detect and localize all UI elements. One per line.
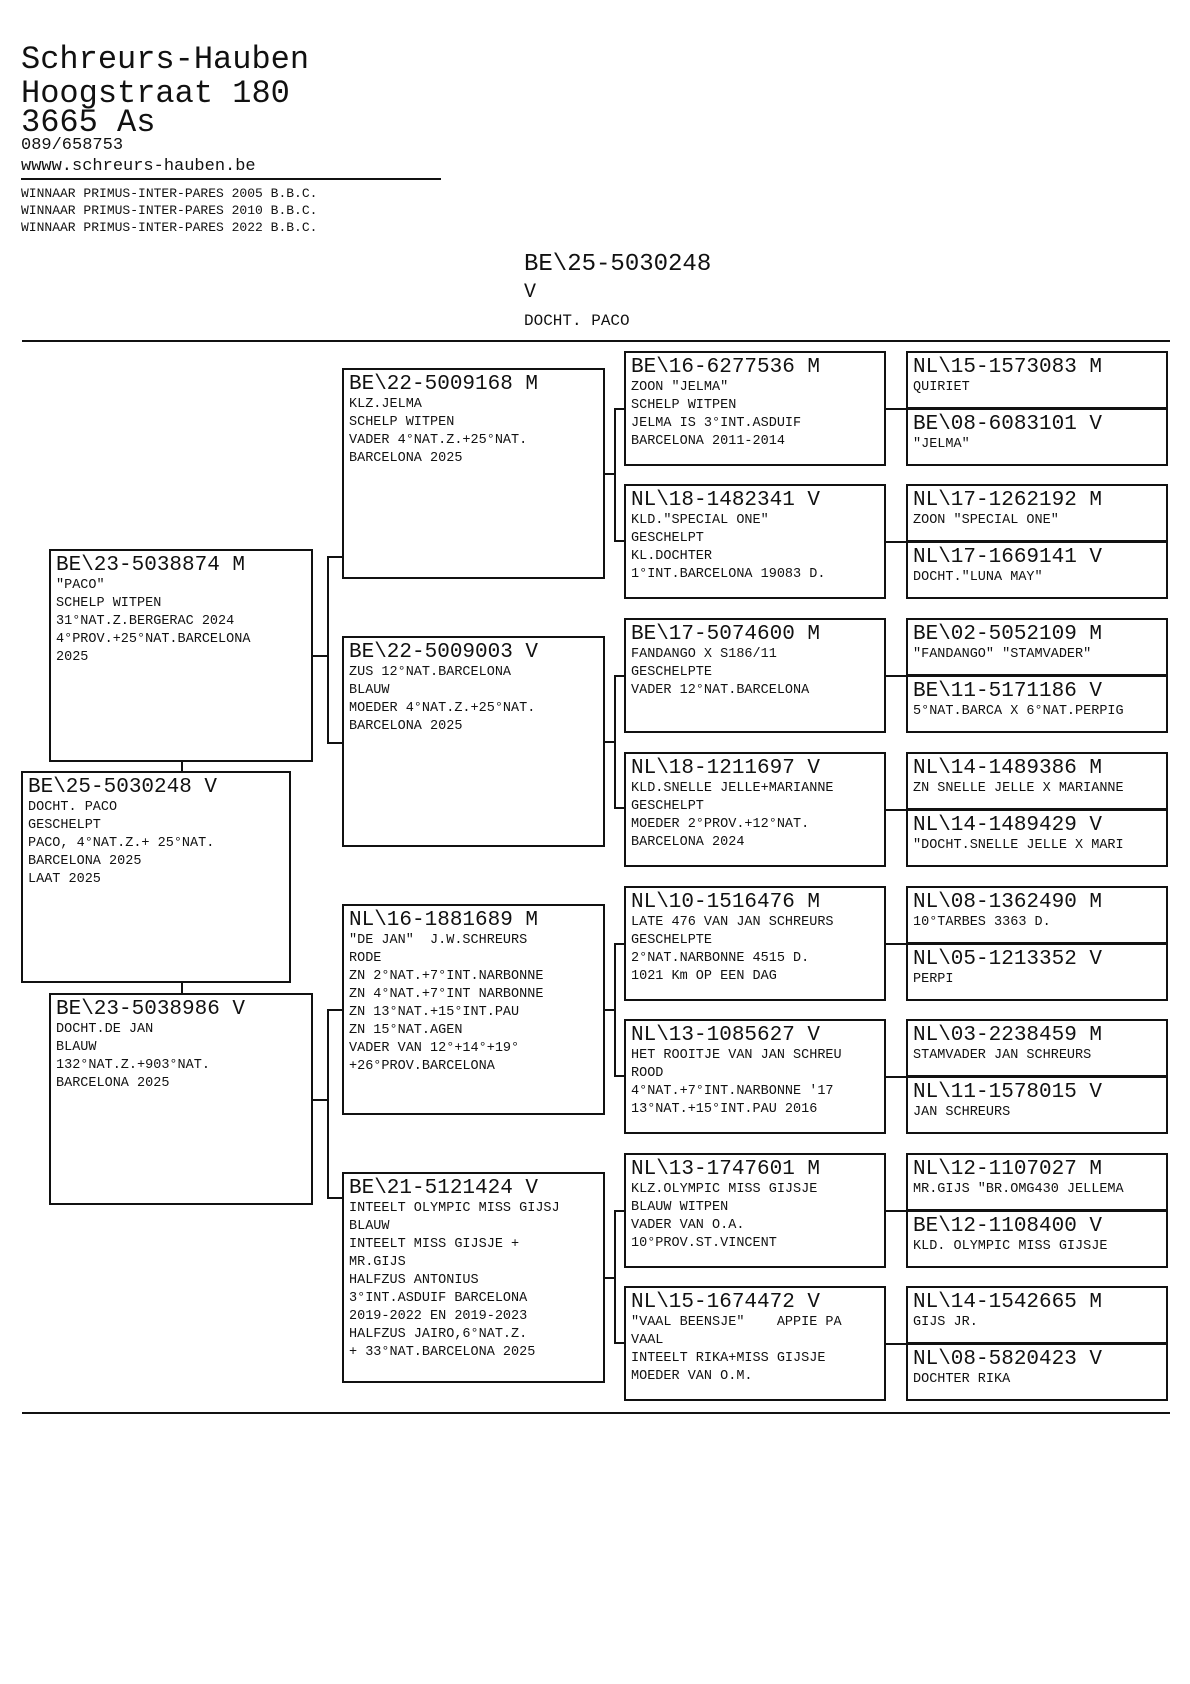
pigeon-info: 5°NAT.BARCA X 6°NAT.PERPIG [913, 704, 1124, 719]
pedigree-g3-box[interactable] [624, 886, 886, 1001]
pigeon-info: "PACO" SCHELP WITPEN 31°NAT.Z.BERGERAC 2024 4°PROV.+25°NAT.BARCELONA 2025 [56, 578, 251, 665]
connector-line [327, 556, 343, 558]
connector-line [614, 1210, 625, 1212]
pigeon-info: ZUS 12°NAT.BARCELONA BLAUW MOEDER 4°NAT.Z.+25°NAT. BARCELONA 2025 [349, 665, 536, 734]
pedigree-dam-box[interactable] [49, 993, 313, 1205]
ring-number: NL\17-1262192 M [913, 489, 1103, 512]
connector-line [614, 540, 625, 542]
breeder-phone: 089/658753 [21, 136, 124, 155]
connector-line [614, 943, 616, 1077]
pedigree-g4-box[interactable] [906, 1210, 1168, 1268]
pigeon-info: QUIRIET [913, 380, 970, 395]
pigeon-info: DOCHT."LUNA MAY" [913, 570, 1043, 585]
connector-line [181, 762, 183, 772]
ring-number: NL\17-1669141 V [913, 546, 1103, 569]
ring-number: NL\14-1489429 V [913, 814, 1103, 837]
ring-number: BE\21-5121424 V [349, 1177, 539, 1200]
ring-number: BE\17-5074600 M [631, 623, 821, 646]
pedigree-g4-box[interactable] [906, 752, 1168, 810]
breeder-city: 3665 As [21, 104, 156, 141]
pedigree-g4-box[interactable] [906, 886, 1168, 944]
ring-number: BE\22-5009003 V [349, 641, 539, 664]
connector-line [614, 408, 625, 410]
connector-line [886, 943, 907, 945]
pigeon-info: "JELMA" [913, 437, 970, 452]
pigeon-info: "DOCHT.SNELLE JELLE X MARI [913, 838, 1124, 853]
pedigree-g3-box[interactable] [624, 618, 886, 733]
pigeon-info: GIJS JR. [913, 1315, 978, 1330]
connector-line [614, 943, 625, 945]
pedigree-g4-box[interactable] [906, 943, 1168, 1001]
ring-number: NL\10-1516476 M [631, 891, 821, 914]
ring-number: NL\05-1213352 V [913, 948, 1103, 971]
ring-number: NL\18-1211697 V [631, 757, 821, 780]
ring-number: BE\16-6277536 M [631, 356, 821, 379]
pigeon-info: "DE JAN" J.W.SCHREURS RODE ZN 2°NAT.+7°INT.NARBONNE ZN 4°NAT.+7°INT NARBONNE ZN 13°NAT.+15°INT.PAU ZN 15°NAT.AGEN VADER VAN 12°+14°+19° +26°PROV.BARCELONA [349, 933, 544, 1074]
ring-number: NL\15-1674472 V [631, 1291, 821, 1314]
connector-line [313, 655, 328, 657]
connector-line [886, 1210, 907, 1212]
ring-number: BE\23-5038874 M [56, 554, 246, 577]
pedigree-g4-box[interactable] [906, 675, 1168, 733]
pedigree-g2-box[interactable] [342, 636, 605, 847]
connector-line [614, 1342, 625, 1344]
pigeon-info: ZOON "SPECIAL ONE" [913, 513, 1059, 528]
pedigree-top-rule [22, 340, 1170, 342]
ring-number: BE\02-5052109 M [913, 623, 1103, 646]
pigeon-info: ZOON "JELMA" SCHELP WITPEN JELMA IS 3°INT.ASDUIF BARCELONA 2011-2014 [631, 380, 802, 449]
connector-line [614, 1075, 625, 1077]
connector-line [327, 742, 343, 744]
pedigree-g4-box[interactable] [906, 351, 1168, 409]
pigeon-info: STAMVADER JAN SCHREURS [913, 1048, 1092, 1063]
ring-number: NL\16-1881689 M [349, 909, 539, 932]
connector-line [614, 675, 625, 677]
pigeon-info: DOCHTER RIKA [913, 1372, 1011, 1387]
pigeon-info: LATE 476 VAN JAN SCHREURS GESCHELPTE 2°NAT.NARBONNE 4515 D. 1021 Km OP EEN DAG [631, 915, 834, 984]
connector-line [614, 1210, 616, 1344]
breeder-name: Schreurs-Hauben [21, 41, 310, 78]
pedigree-g4-box[interactable] [906, 618, 1168, 676]
pigeon-info: ZN SNELLE JELLE X MARIANNE [913, 781, 1124, 796]
pigeon-info: KLD.SNELLE JELLE+MARIANNE GESCHELPT MOEDER 2°PROV.+12°NAT. BARCELONA 2024 [631, 781, 834, 850]
pedigree-g3-box[interactable] [624, 1153, 886, 1268]
connector-line [327, 1009, 343, 1011]
ring-number: BE\22-5009168 M [349, 373, 539, 396]
pedigree-g4-box[interactable] [906, 484, 1168, 542]
pedigree-g2-box[interactable] [342, 1172, 605, 1383]
pigeon-info: DOCHT.DE JAN BLAUW 132°NAT.Z.+903°NAT. BARCELONA 2025 [56, 1022, 210, 1091]
pedigree-g3-box[interactable] [624, 1019, 886, 1134]
pigeon-info: DOCHT. PACO GESCHELPT PACO, 4°NAT.Z.+ 25°NAT. BARCELONA 2025 LAAT 2025 [28, 800, 215, 887]
pigeon-info: KLZ.JELMA SCHELP WITPEN VADER 4°NAT.Z.+25°NAT. BARCELONA 2025 [349, 397, 528, 466]
connector-line [327, 1197, 343, 1199]
subject-sex: V [524, 281, 537, 304]
pedigree-g3-box[interactable] [624, 484, 886, 599]
award-line: WINNAAR PRIMUS-INTER-PARES 2022 B.B.C. [21, 220, 318, 235]
ring-number: NL\13-1747601 M [631, 1158, 821, 1181]
pedigree-g4-box[interactable] [906, 809, 1168, 867]
pedigree-g2-box[interactable] [342, 904, 605, 1115]
ring-number: BE\25-5030248 V [28, 776, 218, 799]
ring-number: NL\12-1107027 M [913, 1158, 1103, 1181]
ring-number: NL\03-2238459 M [913, 1024, 1103, 1047]
pedigree-g4-box[interactable] [906, 1343, 1168, 1401]
pigeon-info: FANDANGO X S186/11 GESCHELPTE VADER 12°NAT.BARCELONA [631, 647, 810, 698]
pigeon-info: PERPI [913, 972, 954, 987]
ring-number: NL\13-1085627 V [631, 1024, 821, 1047]
pigeon-info: MR.GIJS "BR.OMG430 JELLEMA [913, 1182, 1124, 1197]
connector-line [327, 1009, 329, 1199]
connector-line [886, 1343, 907, 1345]
header-divider [21, 178, 441, 180]
breeder-street: Hoogstraat 180 [21, 75, 290, 112]
pigeon-info: JAN SCHREURS [913, 1105, 1011, 1120]
ring-number: NL\14-1489386 M [913, 757, 1103, 780]
ring-number: NL\14-1542665 M [913, 1291, 1103, 1314]
ring-number: BE\11-5171186 V [913, 680, 1103, 703]
ring-number: NL\11-1578015 V [913, 1081, 1103, 1104]
pedigree-g2-box[interactable] [342, 368, 605, 579]
ring-number: NL\08-1362490 M [913, 891, 1103, 914]
pedigree-g3-box[interactable] [624, 752, 886, 867]
pigeon-info: HET ROOITJE VAN JAN SCHREU ROOD 4°NAT.+7°INT.NARBONNE '17 13°NAT.+15°INT.PAU 2016 [631, 1048, 842, 1117]
pigeon-info: KLD. OLYMPIC MISS GIJSJE [913, 1239, 1108, 1254]
connector-line [614, 408, 616, 542]
pigeon-info: INTEELT OLYMPIC MISS GIJSJ BLAUW INTEELT MISS GIJSJE + MR.GIJS HALFZUS ANTONIUS 3°INT.ASDUIF BARCELONA 2019-2022 EN 2019-2023 HALFZUS JAIRO,6°NAT.Z. + 33°NAT.BARCELONA 2025 [349, 1201, 560, 1360]
connector-line [181, 983, 183, 994]
pigeon-info: "FANDANGO" "STAMVADER" [913, 647, 1092, 662]
award-line: WINNAAR PRIMUS-INTER-PARES 2005 B.B.C. [21, 186, 318, 201]
pedigree-bottom-rule [22, 1412, 1170, 1414]
ring-number: NL\08-5820423 V [913, 1348, 1103, 1371]
connector-line [614, 675, 616, 809]
ring-number: BE\08-6083101 V [913, 413, 1103, 436]
connector-line [614, 807, 625, 809]
pedigree-g4-box[interactable] [906, 541, 1168, 599]
ring-number: BE\12-1108400 V [913, 1215, 1103, 1238]
pedigree-g4-box[interactable] [906, 408, 1168, 466]
pedigree-g4-box[interactable] [906, 1076, 1168, 1134]
pedigree-sire-box[interactable] [49, 549, 313, 762]
pedigree-g3-box[interactable] [624, 351, 886, 466]
pigeon-info: KLD."SPECIAL ONE" GESCHELPT KL.DOCHTER 1°INT.BARCELONA 19083 D. [631, 513, 826, 582]
pedigree-g4-box[interactable] [906, 1153, 1168, 1211]
connector-line [886, 408, 907, 410]
connector-line [327, 556, 329, 744]
connector-line [886, 675, 907, 677]
ring-number: NL\15-1573083 M [913, 356, 1103, 379]
award-line: WINNAAR PRIMUS-INTER-PARES 2010 B.B.C. [21, 203, 318, 218]
ring-number: BE\23-5038986 V [56, 998, 246, 1021]
pigeon-info: KLZ.OLYMPIC MISS GIJSJE BLAUW WITPEN VADER VAN O.A. 10°PROV.ST.VINCENT [631, 1182, 818, 1251]
subject-name: DOCHT. PACO [524, 312, 630, 330]
connector-line [886, 809, 907, 811]
pigeon-info: 10°TARBES 3363 D. [913, 915, 1051, 930]
pigeon-info: "VAAL BEENSJE" APPIE PA VAAL INTEELT RIKA+MISS GIJSJE MOEDER VAN O.M. [631, 1315, 842, 1384]
pedigree-g4-box[interactable] [906, 1286, 1168, 1344]
subject-ring-number: BE\25-5030248 [524, 251, 712, 278]
pedigree-self-box[interactable] [21, 771, 291, 983]
connector-line [886, 1076, 907, 1078]
ring-number: NL\18-1482341 V [631, 489, 821, 512]
connector-line [886, 541, 907, 543]
connector-line [313, 1099, 328, 1101]
pedigree-g3-box[interactable] [624, 1286, 886, 1401]
pedigree-g4-box[interactable] [906, 1019, 1168, 1077]
breeder-website[interactable]: wwww.schreurs-hauben.be [21, 157, 256, 176]
